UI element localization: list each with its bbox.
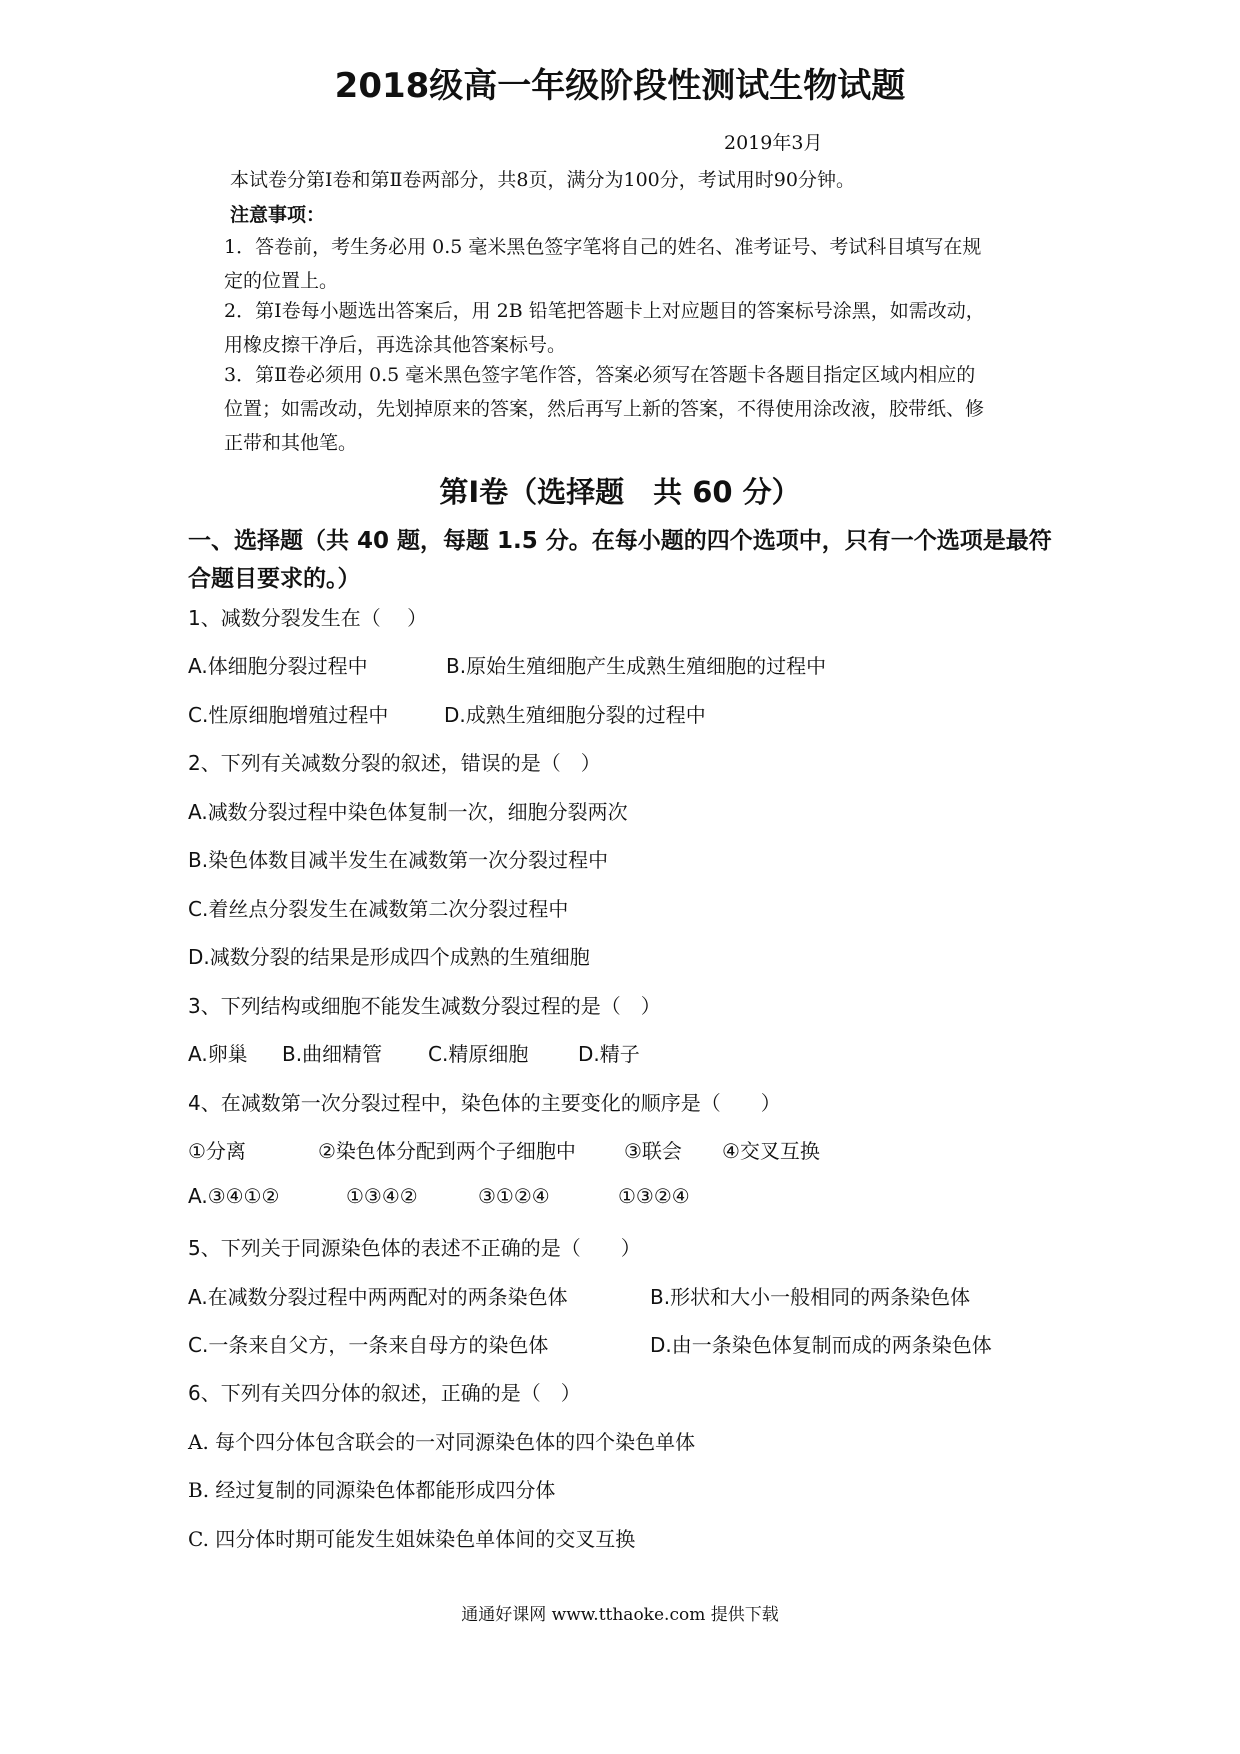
question-2-option-d: D.减数分裂的结果是形成四个成熟的生殖细胞 bbox=[188, 945, 590, 969]
question-3-option-d: D.精子 bbox=[578, 1042, 640, 1066]
question-5-stem: 5、下列关于同源染色体的表述不正确的是（ ） bbox=[188, 1236, 641, 1260]
notes-heading: 注意事项： bbox=[230, 204, 326, 226]
question-4-stem: 4、在减数第一次分裂过程中，染色体的主要变化的顺序是（ ） bbox=[188, 1091, 781, 1115]
question-4-option-b: ①③④② bbox=[346, 1184, 418, 1208]
section-title: 第Ⅰ卷（选择题 共 60 分） bbox=[439, 475, 801, 509]
question-5-option-d: D.由一条染色体复制而成的两条染色体 bbox=[650, 1333, 992, 1357]
question-3-option-c: C.精原细胞 bbox=[428, 1042, 529, 1066]
question-4-option-c: ③①②④ bbox=[478, 1184, 550, 1208]
question-1-option-d: D.成熟生殖细胞分裂的过程中 bbox=[444, 703, 706, 727]
question-4-item: ④交叉互换 bbox=[722, 1139, 820, 1163]
note-line: 1．答卷前，考生务必用 0.5 毫米黑色签字笔将自己的姓名、准考证号、考试科目填写在规 bbox=[224, 236, 982, 258]
question-5-option-b: B.形状和大小一般相同的两条染色体 bbox=[650, 1285, 971, 1309]
part-heading-line2: 合题目要求的。） bbox=[188, 566, 361, 592]
question-5-option-a: A.在减数分裂过程中两两配对的两条染色体 bbox=[188, 1285, 568, 1309]
note-line: 用橡皮擦干净后，再选涂其他答案标号。 bbox=[224, 334, 567, 356]
question-2-option-a: A.减数分裂过程中染色体复制一次，细胞分裂两次 bbox=[188, 800, 628, 824]
question-2-stem: 2、下列有关减数分裂的叙述，错误的是（ ） bbox=[188, 751, 601, 775]
exam-date: 2019年3月 bbox=[724, 132, 823, 154]
question-4-option-d: ①③②④ bbox=[618, 1184, 690, 1208]
question-2-option-b: B.染色体数目减半发生在减数第一次分裂过程中 bbox=[188, 848, 609, 872]
document-title: 2018级高一年级阶段性测试生物试题 bbox=[334, 66, 906, 106]
note-line: 3．第Ⅱ卷必须用 0.5 毫米黑色签字笔作答，答案必须写在答题卡各题目指定区域内相应的 bbox=[224, 364, 976, 386]
exam-intro: 本试卷分第Ⅰ卷和第Ⅱ卷两部分，共8页，满分为100分，考试用时90分钟。 bbox=[230, 169, 855, 191]
question-6-stem: 6、下列有关四分体的叙述，正确的是（ ） bbox=[188, 1381, 581, 1405]
question-1-option-a: A.体细胞分裂过程中 bbox=[188, 654, 368, 678]
note-line: 位置；如需改动，先划掉原来的答案，然后再写上新的答案，不得使用涂改液，胶带纸、修 bbox=[224, 398, 985, 420]
question-6-option-c: C. 四分体时期可能发生姐妹染色单体间的交叉互换 bbox=[188, 1527, 636, 1551]
question-2-option-c: C.着丝点分裂发生在减数第二次分裂过程中 bbox=[188, 897, 569, 921]
question-1-option-b: B.原始生殖细胞产生成熟生殖细胞的过程中 bbox=[446, 654, 827, 678]
question-5-option-c: C.一条来自父方，一条来自母方的染色体 bbox=[188, 1333, 549, 1357]
note-line: 2．第Ⅰ卷每小题选出答案后，用 2B 铅笔把答题卡上对应题目的答案标号涂黑，如需改动， bbox=[224, 300, 985, 322]
question-4-item: ①分离 bbox=[188, 1139, 246, 1163]
note-line: 定的位置上。 bbox=[224, 270, 339, 292]
part-heading-line1: 一、选择题（共 40 题，每题 1.5 分。在每小题的四个选项中，只有一个选项是最符 bbox=[188, 528, 1052, 554]
question-4-item: ③联会 bbox=[624, 1139, 682, 1163]
question-6-option-b: B. 经过复制的同源染色体都能形成四分体 bbox=[188, 1478, 556, 1502]
question-1-stem: 1、减数分裂发生在（ ） bbox=[188, 606, 428, 630]
question-3-stem: 3、下列结构或细胞不能发生减数分裂过程的是（ ） bbox=[188, 994, 661, 1018]
question-1-option-c: C.性原细胞增殖过程中 bbox=[188, 703, 389, 727]
question-4-option-a: A.③④①② bbox=[188, 1184, 280, 1208]
question-6-option-a: A. 每个四分体包含联会的一对同源染色体的四个染色单体 bbox=[188, 1430, 696, 1454]
question-3-option-b: B.曲细精管 bbox=[282, 1042, 383, 1066]
page-footer: 通通好课网 www.tthaoke.com 提供下载 bbox=[461, 1605, 779, 1625]
question-3-option-a: A.卵巢 bbox=[188, 1042, 248, 1066]
note-line: 正带和其他笔。 bbox=[224, 432, 358, 454]
question-4-item: ②染色体分配到两个子细胞中 bbox=[318, 1139, 576, 1163]
